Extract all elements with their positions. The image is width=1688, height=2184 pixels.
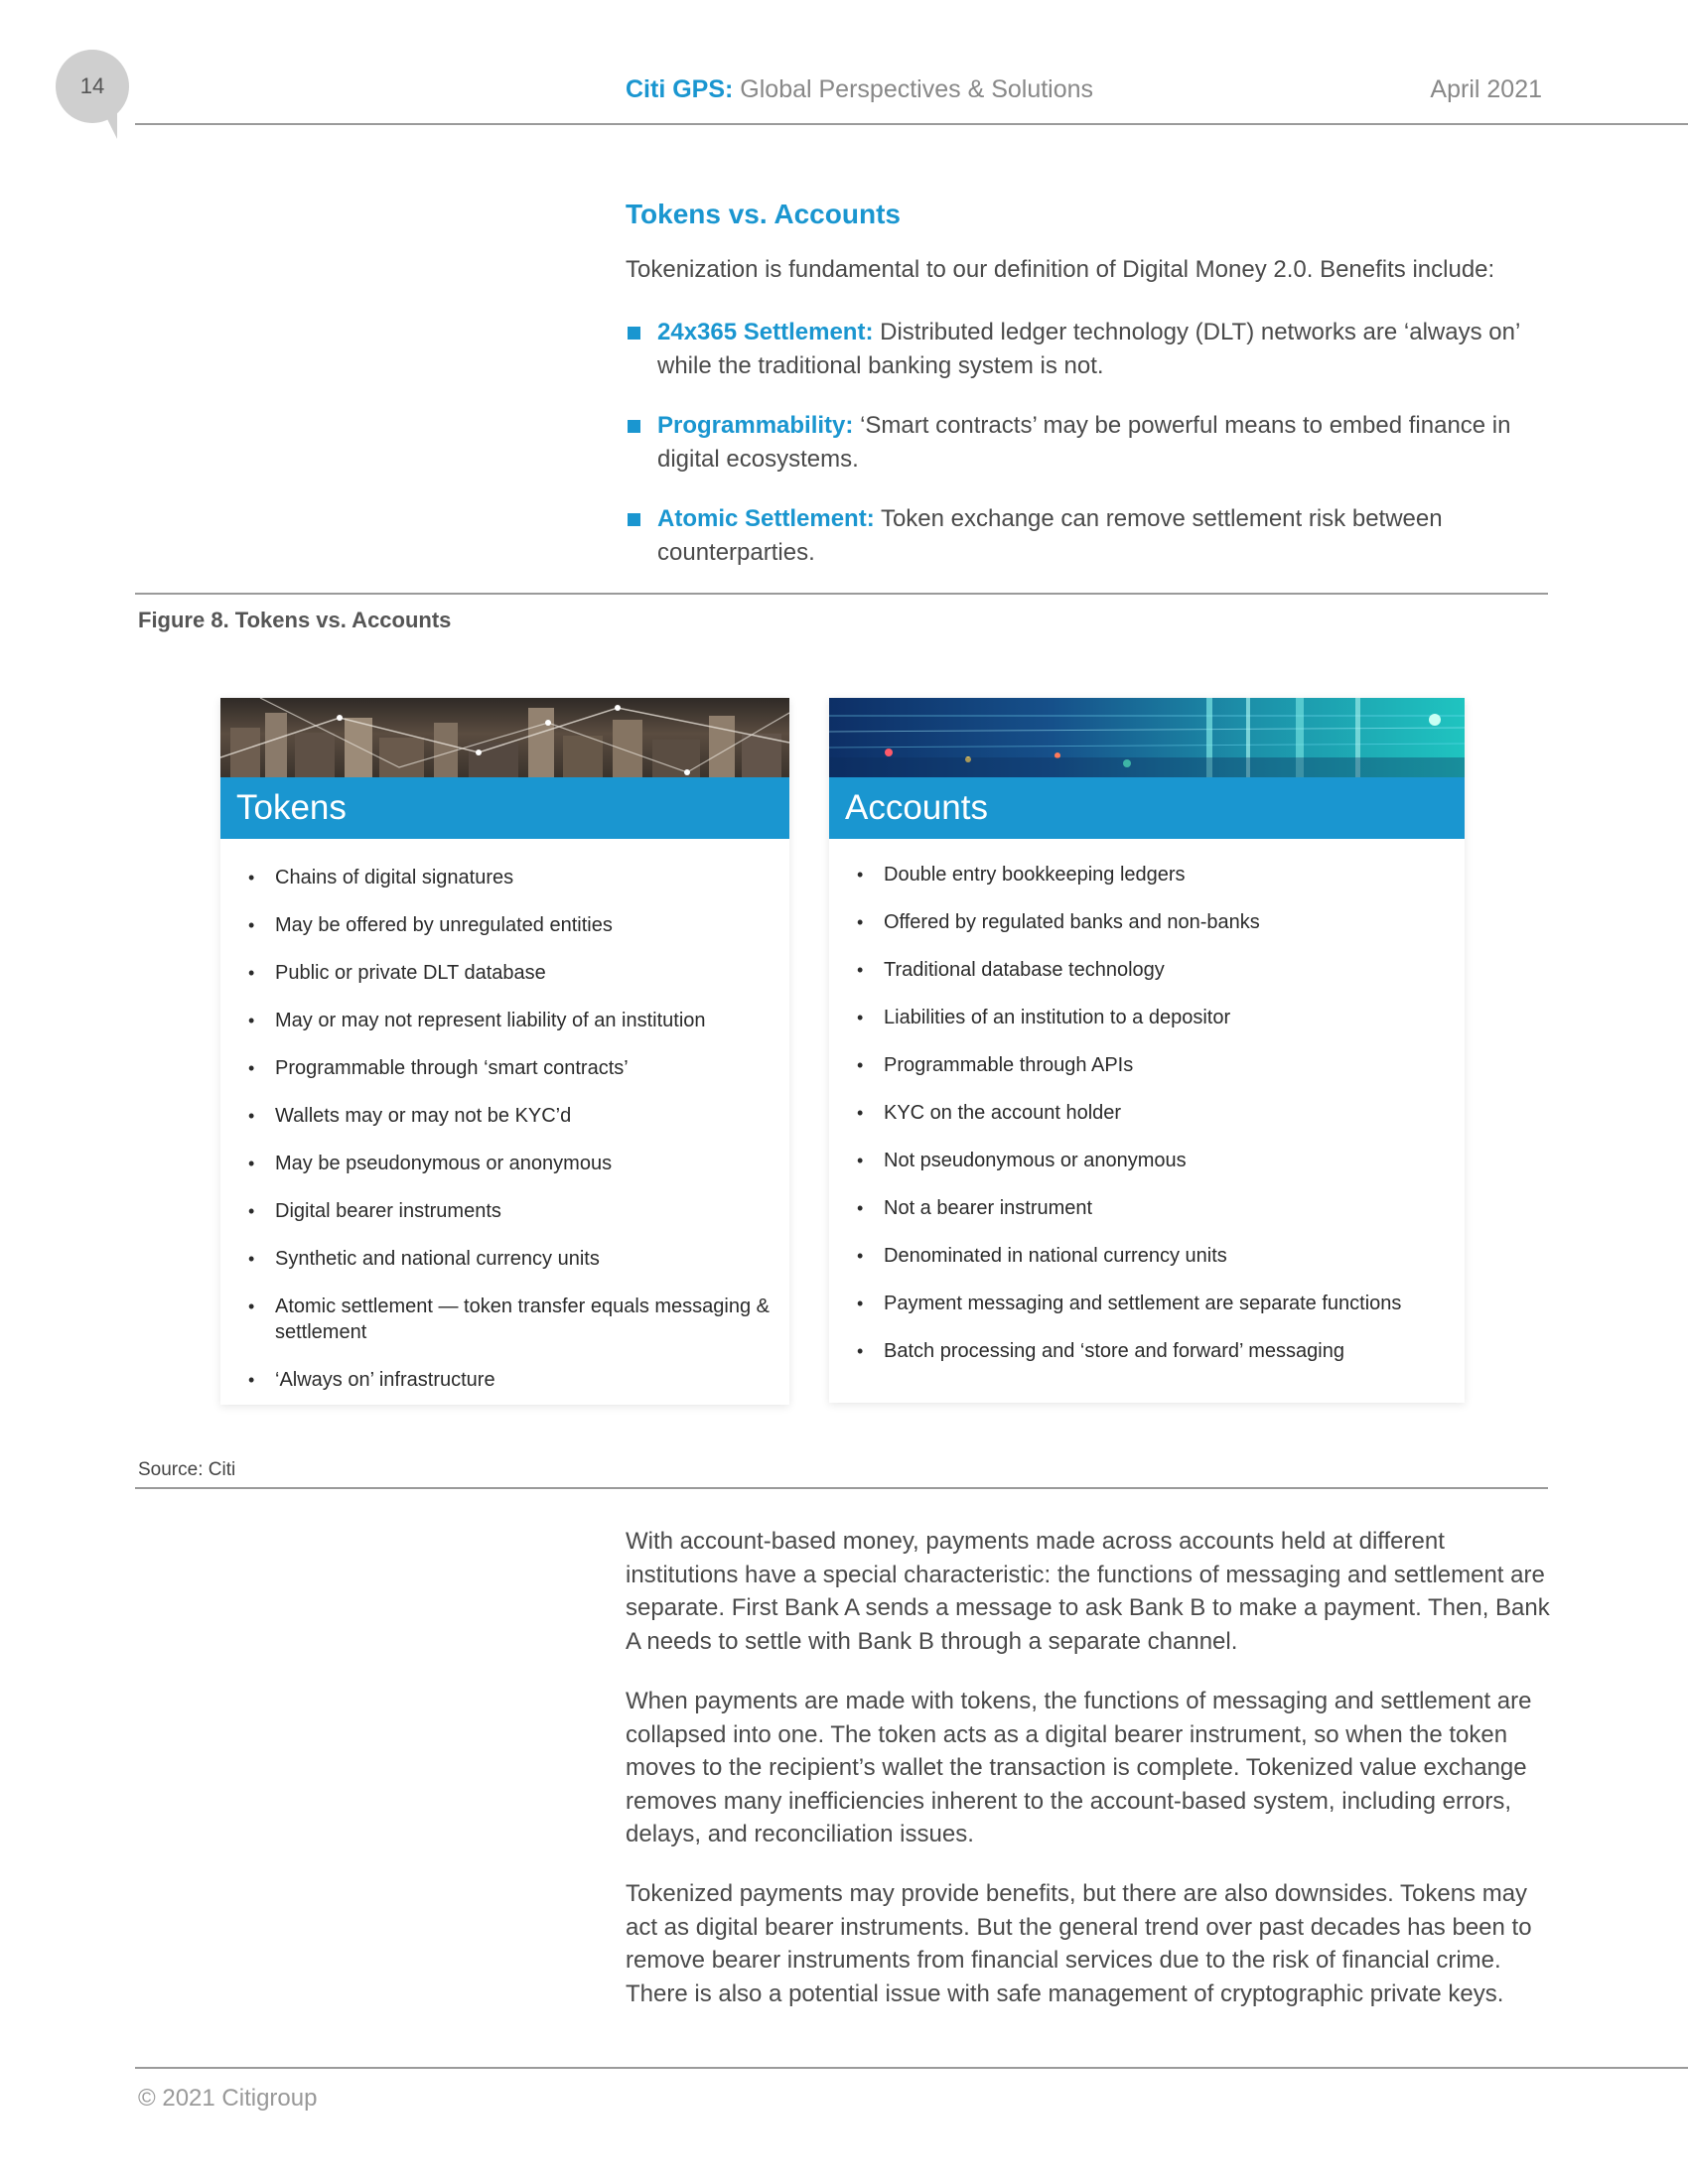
square-bullet-icon xyxy=(628,327,640,340)
figure-source: Source: Citi xyxy=(138,1459,236,1480)
square-bullet-icon xyxy=(628,420,640,433)
list-item: • Payment messaging and settlement are separate functions xyxy=(829,1291,1465,1316)
list-item: • May or may not represent liability of an institution xyxy=(220,1008,789,1033)
list-item: • Not a bearer instrument xyxy=(829,1195,1465,1221)
square-bullet-icon xyxy=(628,513,640,526)
accounts-card-image xyxy=(829,698,1465,777)
list-item: • Liabilities of an institution to a depositor xyxy=(829,1005,1465,1030)
figure-caption: Figure 8. Tokens vs. Accounts xyxy=(138,608,452,632)
body-paragraph: Tokenized payments may provide benefits, but there are also downsides. Tokens may act as digital bearer instruments. But the general trend over past decades has been to remove bearer instruments from financial services due to the risk of financial crime. There is also a potential issue with safe management of cryptographic private keys. xyxy=(626,1880,1532,2007)
list-item: • Public or private DLT database xyxy=(220,960,789,986)
benefit-item xyxy=(626,502,1559,570)
footer-divider xyxy=(135,2067,1688,2069)
benefit-text: Distributed ledger technology (DLT) networks are ‘always on’ while the traditional banking system is not. xyxy=(657,319,1520,379)
benefit-item xyxy=(626,316,1559,383)
list-item: • Denominated in national currency units xyxy=(829,1243,1465,1269)
benefit-lead: Programmability: xyxy=(657,412,854,439)
benefit-item xyxy=(626,409,1559,477)
tokens-card-image xyxy=(220,698,789,777)
list-item: • Double entry bookkeeping ledgers xyxy=(829,862,1465,887)
benefit-text: ‘Smart contracts’ may be powerful means to embed finance in digital ecosystems. xyxy=(657,412,1511,473)
section-title: Tokens vs. Accounts xyxy=(626,199,901,229)
city-network-illustration xyxy=(220,698,789,777)
list-item: • Offered by regulated banks and non-banks xyxy=(829,909,1465,935)
list-item: • May be offered by unregulated entities xyxy=(220,912,789,938)
footer-copyright: © 2021 Citigroup xyxy=(138,2085,318,2112)
figure-top-divider xyxy=(135,593,1548,595)
header-brand-strong: Citi GPS: xyxy=(626,75,734,103)
list-item: • Batch processing and ‘store and forward’ messaging xyxy=(829,1338,1465,1364)
page-number: 14 xyxy=(79,73,105,98)
tokens-card xyxy=(220,698,789,1405)
header-divider xyxy=(135,123,1688,125)
list-item: • Synthetic and national currency units xyxy=(220,1246,789,1272)
body-paragraph: When payments are made with tokens, the functions of messaging and settlement are collapsed into one. The token acts as a digital bearer instrument, so when the token moves to the recipient’s wallet the transaction is complete. Tokenized value exchange removes many inefficiencies inherent to the account-based system, including errors, delays, and reconciliation issues. xyxy=(626,1688,1532,1847)
list-item: • Not pseudonymous or anonymous xyxy=(829,1148,1465,1173)
list-item: • Wallets may or may not be KYC’d xyxy=(220,1103,789,1129)
intro-text: Tokenization is fundamental to our definition of Digital Money 2.0. Benefits include: xyxy=(626,256,1495,283)
benefit-lead: 24x365 Settlement: xyxy=(657,319,874,345)
header-brand-rest: Global Perspectives & Solutions xyxy=(740,75,1094,103)
figure-bottom-divider xyxy=(135,1487,1548,1489)
header-date: April 2021 xyxy=(1430,75,1542,103)
list-item: • Atomic settlement — token transfer equals messaging & settlement xyxy=(220,1294,789,1345)
tokens-list xyxy=(220,865,789,1415)
benefit-text: Token exchange can remove settlement risk between counterparties. xyxy=(657,505,1443,566)
digital-lights-illustration xyxy=(829,698,1465,777)
list-item: • KYC on the account holder xyxy=(829,1100,1465,1126)
accounts-card xyxy=(829,698,1465,1403)
benefit-lead: Atomic Settlement: xyxy=(657,505,875,532)
list-item: • Chains of digital signatures xyxy=(220,865,789,890)
list-item: • Programmable through ‘smart contracts’ xyxy=(220,1055,789,1081)
list-item: • May be pseudonymous or anonymous xyxy=(220,1151,789,1176)
list-item: • ‘Always on’ infrastructure xyxy=(220,1367,789,1393)
body-paragraph: With account-based money, payments made across accounts held at different institutions have a special characteristic: the functions of messaging and settlement are separate. First Bank A sends a message to ask Bank B to make a payment. Then, Bank A needs to settle with Bank B through a separate channel. xyxy=(626,1528,1550,1655)
list-item: • Traditional database technology xyxy=(829,957,1465,983)
accounts-list xyxy=(829,862,1465,1386)
header-brand xyxy=(626,75,1093,104)
accounts-card-title: Accounts xyxy=(829,777,1465,839)
benefit-list xyxy=(626,316,1559,596)
page-number-badge-tail xyxy=(89,111,117,139)
list-item: • Programmable through APIs xyxy=(829,1052,1465,1078)
list-item: • Digital bearer instruments xyxy=(220,1198,789,1224)
tokens-card-title: Tokens xyxy=(220,777,789,839)
